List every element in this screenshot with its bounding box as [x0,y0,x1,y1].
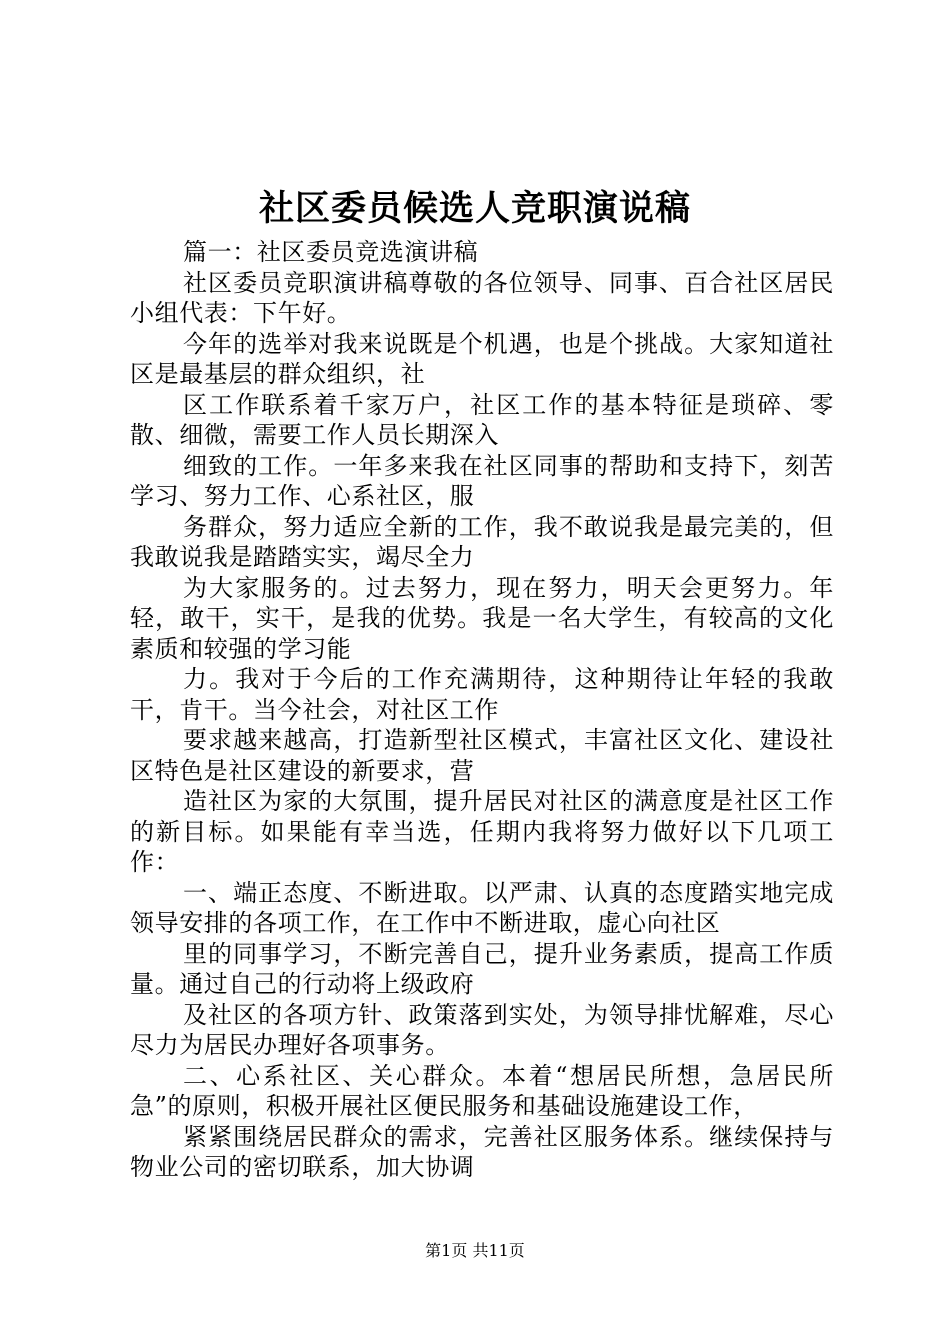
paragraph: 一、端正态度、不断进取。以严肃、认真的态度踏实地完成领导安排的各项工作，在工作中不断进取，虚心向社区 [130,878,834,937]
paragraph: 细致的工作。一年多来我在社区同事的帮助和支持下，刻苦学习、努力工作、心系社区，服 [130,451,834,510]
paragraph: 今年的选举对我来说既是个机遇，也是个挑战。大家知道社区是最基层的群众组织，社 [130,329,834,388]
paragraph: 为大家服务的。过去努力，现在努力，明天会更努力。年轻，敢干，实干，是我的优势。我是一名大学生，有较高的文化素质和较强的学习能 [130,573,834,663]
paragraph: 篇一：社区委员竞选演讲稿 [183,238,479,266]
paragraph: 力。我对于今后的工作充满期待，这种期待让年轻的我敢干，肯干。当今社会，对社区工作 [130,665,834,724]
paragraph: 区工作联系着千家万户，社区工作的基本特征是琐碎、零散、细微，需要工作人员长期深入 [130,390,834,449]
paragraph: 务群众，努力适应全新的工作，我不敢说我是最完美的，但我敢说我是踏踏实实，竭尽全力 [130,512,834,571]
paragraph: 里的同事学习，不断完善自己，提升业务素质，提高工作质量。通过自己的行动将上级政府 [130,939,834,998]
paragraph: 及社区的各项方针、政策落到实处，为领导排忧解难，尽心尽力为居民办理好各项事务。 [130,1000,834,1059]
paragraph: 要求越来越高，打造新型社区模式，丰富社区文化、建设社区特色是社区建设的新要求，营 [130,726,834,785]
paragraph: 造社区为家的大氛围，提升居民对社区的满意度是社区工作的新目标。如果能有幸当选，任期内我将努力做好以下几项工作： [130,787,834,876]
paragraph: 二、心系社区、关心群众。本着“想居民所想，急居民所急”的原则，积极开展社区便民服务和基础设施建设工作， [130,1061,834,1120]
document-body [130,237,834,1183]
paragraph: 紧紧围绕居民群众的需求，完善社区服务体系。继续保持与物业公司的密切联系，加大协调 [130,1122,834,1181]
document-title: 社区委员候选人竞职演说稿 [258,188,691,229]
page-number-footer: 第1页 共11页 [425,1241,525,1260]
paragraph: 社区委员竞职演讲稿尊敬的各位领导、同事、百合社区居民小组代表：下午好。 [130,268,834,327]
